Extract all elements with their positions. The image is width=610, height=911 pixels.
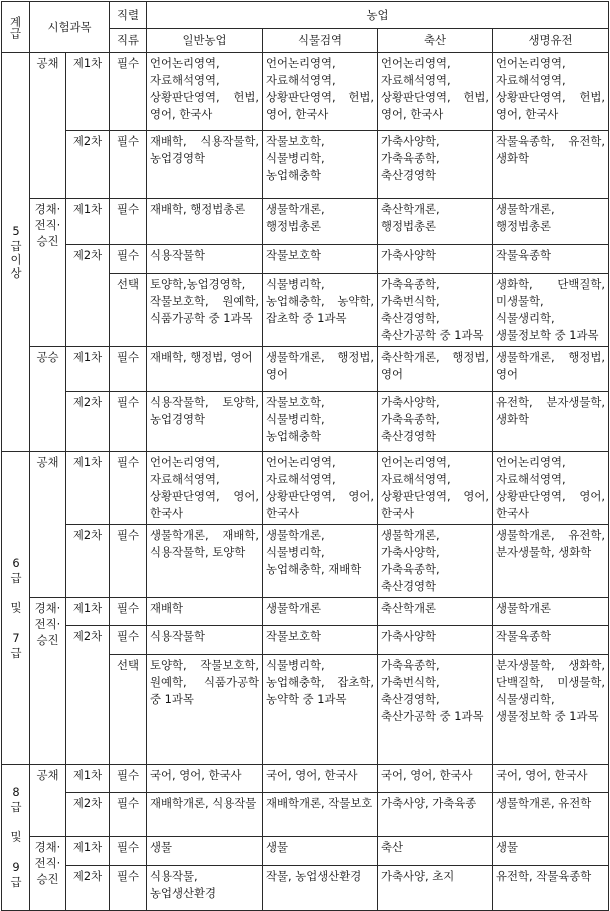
- subject-cell: 재배학: [147, 598, 263, 626]
- header-jikryu: 직류: [110, 29, 147, 53]
- gongchae-label: 공채: [30, 452, 66, 598]
- subject-cell: 토양학, 작물보호학, 원예학, 식품가공학 중 1과목: [147, 655, 263, 765]
- cha1-label: 제1차: [66, 199, 110, 245]
- cha2-label: 제2차: [66, 131, 110, 199]
- cha1-label: 제1차: [66, 452, 110, 525]
- subject-cell: 작물보호학: [263, 245, 378, 274]
- pilsu-label: 필수: [110, 452, 147, 525]
- subject-cell: 재배학, 행정법총론: [147, 199, 263, 245]
- subject-cell: 재배학개론, 식용작물: [147, 793, 263, 837]
- subject-cell: 언어논리영역, 자료해석영역, 상황판단영역, 헌법, 영어, 한국사: [378, 53, 493, 131]
- pilsu-label: 필수: [110, 245, 147, 274]
- subject-cell: 생물학개론, 행정법총론: [263, 199, 378, 245]
- cha2-label: 제2차: [66, 392, 110, 452]
- subject-cell: 국어, 영어, 한국사: [493, 765, 609, 793]
- subject-cell: 생물학개론: [263, 598, 378, 626]
- header-exam-subject: 시험과목: [30, 2, 110, 53]
- subject-cell: 생화학, 단백질학, 미생물학, 식물생리학, 생물정보학 중 1과목: [493, 274, 609, 347]
- subject-cell: 가축사양학: [378, 245, 493, 274]
- grade-89-label: 8급 및 9급: [2, 765, 30, 911]
- subject-cell: 생물학개론, 행정법, 영어: [263, 347, 378, 392]
- pilsu-label: 필수: [110, 525, 147, 598]
- subject-cell: 가축사양, 가축육종: [378, 793, 493, 837]
- header-gyegeup: 계급: [2, 2, 30, 53]
- subject-cell: 국어, 영어, 한국사: [378, 765, 493, 793]
- subject-cell: 가축육종학, 가축번식학, 축산경영학, 축산가공학 중 1과목: [378, 655, 493, 765]
- cha2-label: 제2차: [66, 525, 110, 598]
- pilsu-label: 필수: [110, 866, 147, 911]
- pilsu-label: 필수: [110, 793, 147, 837]
- subject-cell: 작물, 농업생산환경: [263, 866, 378, 911]
- subject-cell: 가축사양, 초지: [378, 866, 493, 911]
- subject-cell: 식물병리학, 농업해충학, 잡초학, 농약학 중 1과목: [263, 655, 378, 765]
- cha2-label: 제2차: [66, 245, 110, 347]
- subject-cell: 언어논리영역, 자료해석영역, 상황판단영역, 영어, 한국사: [378, 452, 493, 525]
- subject-cell: 생물학개론: [493, 598, 609, 626]
- subject-cell: 축산학개론, 행정법총론: [378, 199, 493, 245]
- gyeongchae-label: 경채·전직·승진: [30, 199, 66, 347]
- gongseung-label: 공승: [30, 347, 66, 452]
- subject-cell: 가축육종학, 가축번식학, 축산경영학, 축산가공학 중 1과목: [378, 274, 493, 347]
- exam-subject-table: [1, 1, 609, 911]
- cha1-label: 제1차: [66, 765, 110, 793]
- subject-cell: 축산: [378, 837, 493, 866]
- subject-cell: 유전학, 분자생물학, 생화학: [493, 392, 609, 452]
- subject-cell: 작물보호학: [263, 626, 378, 655]
- subject-cell: 생물학개론, 식물병리학, 농업해충학, 재배학: [263, 525, 378, 598]
- subject-cell: 국어, 영어, 한국사: [263, 765, 378, 793]
- cha1-label: 제1차: [66, 837, 110, 866]
- subject-cell: 언어논리영역, 자료해석영역, 상황판단영역, 헌법, 영어, 한국사: [493, 53, 609, 131]
- cha2-label: 제2차: [66, 793, 110, 837]
- gyeongchae-label: 경채·전직·승진: [30, 598, 66, 765]
- subject-cell: 식물병리학, 농업해충학, 농약학, 잡초학 중 1과목: [263, 274, 378, 347]
- pilsu-label: 필수: [110, 199, 147, 245]
- subject-cell: 식용작물학, 토양학, 농업경영학: [147, 392, 263, 452]
- subject-cell: 언어논리영역, 자료해석영역, 상황판단영역, 영어, 한국사: [263, 452, 378, 525]
- header-col-life-genetics: 생명유전: [493, 29, 609, 53]
- gongchae-label: 공채: [30, 53, 66, 199]
- subject-cell: 생물학개론, 가축사양학, 가축육종학, 축산경영학: [378, 525, 493, 598]
- pilsu-label: 필수: [110, 765, 147, 793]
- pilsu-label: 필수: [110, 598, 147, 626]
- subject-cell: 작물육종학, 유전학, 생화학: [493, 131, 609, 199]
- pilsu-label: 필수: [110, 837, 147, 866]
- subject-cell: 축산학개론, 행정법, 영어: [378, 347, 493, 392]
- subject-cell: 축산학개론: [378, 598, 493, 626]
- gyeongchae-label: 경채·전직·승진: [30, 837, 66, 911]
- pilsu-label: 필수: [110, 347, 147, 392]
- subject-cell: 분자생물학, 생화학, 단백질학, 미생물학, 식물생리학, 생물정보학 중 1과목: [493, 655, 609, 765]
- subject-cell: 생물: [147, 837, 263, 866]
- subject-cell: 작물보호학, 식물병리학, 농업해충학: [263, 131, 378, 199]
- subject-cell: 식용작물, 농업생산환경: [147, 866, 263, 911]
- subject-cell: 국어, 영어, 한국사: [147, 765, 263, 793]
- subject-cell: 언어논리영역, 자료해석영역, 상황판단영역, 영어, 한국사: [147, 452, 263, 525]
- cha1-label: 제1차: [66, 598, 110, 626]
- seontaek-label: 선택: [110, 655, 147, 765]
- cha2-label: 제2차: [66, 866, 110, 911]
- subject-cell: 생물학개론, 유전학, 분자생물학, 생화학: [493, 525, 609, 598]
- header-jikryeol: 직렬: [110, 2, 147, 29]
- exam-subject-table-container: [1, 1, 609, 911]
- grade-5-label: 5급이상: [2, 53, 30, 452]
- subject-cell: 생물학개론, 행정법총론: [493, 199, 609, 245]
- subject-cell: 생물학개론, 재배학, 식용작물학, 토양학: [147, 525, 263, 598]
- header-col-general: 일반농업: [147, 29, 263, 53]
- grade-67-label: 6급 및 7급: [2, 452, 30, 765]
- cha1-label: 제1차: [66, 347, 110, 392]
- pilsu-label: 필수: [110, 131, 147, 199]
- subject-cell: 재배학, 식용작물학, 농업경영학: [147, 131, 263, 199]
- subject-cell: 가축사양학, 가축육종학, 축산경영학: [378, 392, 493, 452]
- cha2-label: 제2차: [66, 626, 110, 765]
- cha1-label: 제1차: [66, 53, 110, 131]
- subject-cell: 토양학,농업경영학, 작물보호학, 원예학, 식품가공학 중 1과목: [147, 274, 263, 347]
- pilsu-label: 필수: [110, 392, 147, 452]
- subject-cell: 식용작물학: [147, 245, 263, 274]
- header-nongeop: 농업: [147, 2, 609, 29]
- subject-cell: 식용작물학: [147, 626, 263, 655]
- subject-cell: 언어논리영역, 자료해석영역, 상황판단영역, 헌법, 영어, 한국사: [263, 53, 378, 131]
- pilsu-label: 필수: [110, 53, 147, 131]
- subject-cell: 언어논리영역, 자료해석영역, 상황판단영역, 헌법, 영어, 한국사: [147, 53, 263, 131]
- subject-cell: 재배학, 행정법, 영어: [147, 347, 263, 392]
- subject-cell: 가축사양학, 가축육종학,축산경영학: [378, 131, 493, 199]
- subject-cell: 생물학개론, 유전학: [493, 793, 609, 837]
- subject-cell: 작물육종학: [493, 626, 609, 655]
- subject-cell: 작물육종학: [493, 245, 609, 274]
- header-col-plant-quarantine: 식물검역: [263, 29, 378, 53]
- subject-cell: 생물: [493, 837, 609, 866]
- seontaek-label: 선택: [110, 274, 147, 347]
- subject-cell: 재배학개론, 작물보호: [263, 793, 378, 837]
- subject-cell: 유전학, 작물육종학: [493, 866, 609, 911]
- subject-cell: 작물보호학, 식물병리학,농업해충학: [263, 392, 378, 452]
- header-col-livestock: 축산: [378, 29, 493, 53]
- pilsu-label: 필수: [110, 626, 147, 655]
- subject-cell: 언어논리영역, 자료해석영역, 상황판단영역, 영어, 한국사: [493, 452, 609, 525]
- subject-cell: 생물: [263, 837, 378, 866]
- subject-cell: 생물학개론, 행정법, 영어: [493, 347, 609, 392]
- subject-cell: 가축사양학: [378, 626, 493, 655]
- gongchae-label: 공채: [30, 765, 66, 837]
